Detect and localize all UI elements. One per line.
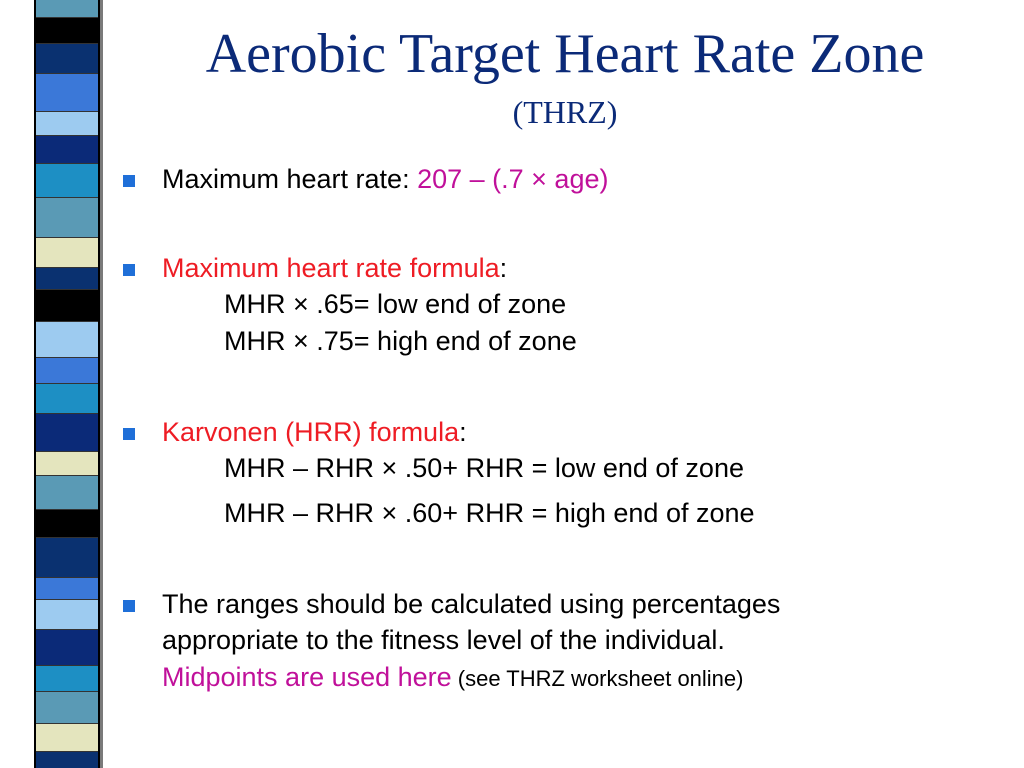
bullet-3-line-2: MHR – RHR × .60+ RHR = high end of zone [224,498,755,528]
bullet-2-colon: : [499,253,508,283]
stripe-band [36,414,98,452]
bullet-4-highlight: Midpoints are used here [162,662,452,692]
bullet-3-heading-text: Karvonen (HRR) formula [162,417,460,447]
bullet-1-formula: 207 – (.7 × age) [417,164,609,194]
stripe-band [36,290,98,322]
stripe-band [36,476,98,510]
stripe-band [36,578,98,600]
stripe-band [36,358,98,384]
stripe-band [36,0,98,18]
stripe-band [36,724,98,752]
stripe-band [36,630,98,666]
bullet-marker-4 [123,600,135,612]
bullet-2-heading-text: Maximum heart rate formula [162,253,500,283]
stripe-band [36,452,98,476]
stripe-band [36,510,98,538]
stripe-band [36,112,98,136]
stripe-band [36,136,98,164]
stripe-band [36,198,98,238]
stripe-band [36,322,98,358]
bullet-2-heading [162,252,507,284]
bullet-4-note: (see THRZ worksheet online) [451,666,744,691]
stripe-band [36,268,98,290]
bullet-2-line-1: MHR × .65= low end of zone [224,289,567,319]
bullet-4-line-1: The ranges should be calculated using percentages [162,589,781,619]
stripe-band [36,74,98,112]
stripe-band [36,538,98,578]
bullet-3-heading [162,416,467,448]
decorative-stripe [34,0,100,768]
slide-subtitle: (THRZ) [512,94,618,130]
bullet-4-line-3 [162,661,743,695]
bullet-3-line-1: MHR – RHR × .50+ RHR = low end of zone [224,453,744,483]
bullet-4-line-2: appropriate to the fitness level of the individual. [162,625,725,655]
bullet-marker-3 [123,428,135,440]
bullet-1-prefix: Maximum heart rate: [162,164,418,194]
bullet-3-colon: : [459,417,467,447]
slide-title: Aerobic Target Heart Rate Zone [205,23,925,85]
bullet-marker-1 [123,175,135,187]
stripe-band [36,692,98,724]
stripe-band [36,666,98,692]
stripe-band [36,752,98,768]
stripe-band [36,600,98,630]
stripe-band [36,238,98,268]
stripe-band [36,384,98,414]
bullet-1-text [162,163,608,195]
bullet-marker-2 [123,264,135,276]
stripe-band [36,164,98,198]
stripe-band [36,44,98,74]
stripe-band [36,18,98,44]
stripe-shadow [100,0,103,768]
bullet-2-line-2: MHR × .75= high end of zone [224,326,577,356]
